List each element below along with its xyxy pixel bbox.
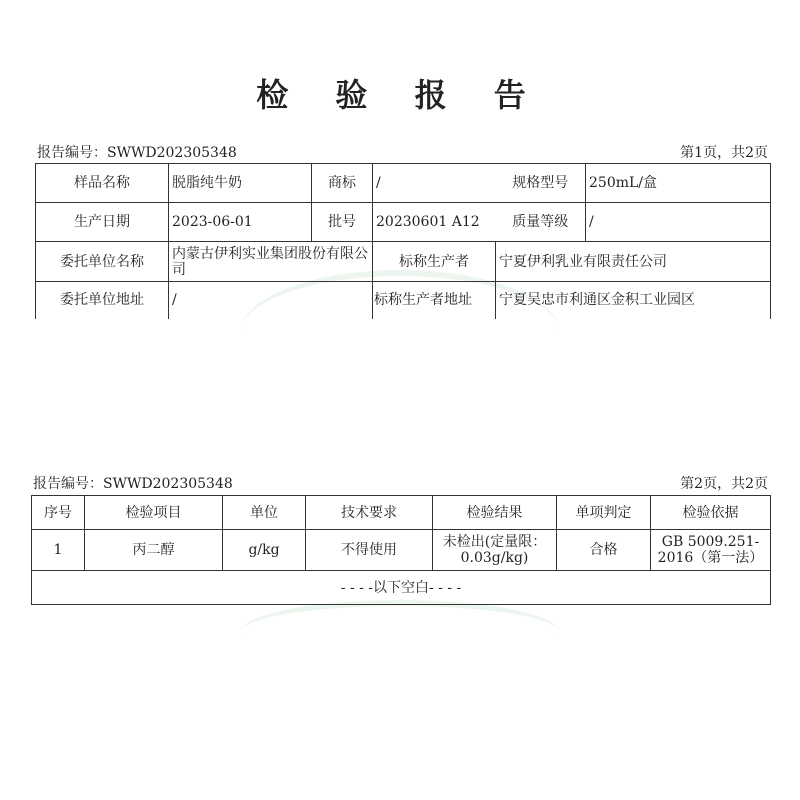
label: 生产日期 [36,203,169,242]
manufacturer-address: 宁夏吴忠市利通区金积工业园区 [496,282,771,319]
cell: 1 [32,530,85,571]
watermark [240,600,560,666]
header-cell: 检验项目 [85,496,223,530]
label: 批号 [312,203,373,242]
header-cell: 序号 [32,496,85,530]
label: 委托单位名称 [36,242,169,282]
report-number: 报告编号：SWWD202305348 [33,476,233,492]
client-address: / [169,282,373,319]
table-row [32,530,771,571]
label: 规格型号 [496,164,586,203]
label: 商标 [312,164,373,203]
cell: GB 5009.251-2016（第一法） [651,530,771,571]
label: 标称生产者 [373,242,496,282]
label: 质量等级 [496,203,586,242]
cell: 合格 [557,530,651,571]
test-results-table [31,495,771,605]
brand: / [373,164,496,203]
cell: 未检出(定量限：0.03g/kg) [433,530,557,571]
label: 标称生产者地址 [373,282,496,319]
sample-info-table [35,163,771,319]
report-number: 报告编号：SWWD202305348 [37,145,237,161]
cell: 不得使用 [306,530,433,571]
header-cell: 检验结果 [433,496,557,530]
header-cell: 单项判定 [557,496,651,530]
cell: 丙二醇 [85,530,223,571]
quality-grade: / [586,203,771,242]
document-title: 检 验 报 告 [256,76,544,114]
header-cell: 检验依据 [651,496,771,530]
batch-number: 20230601 A12 [373,203,496,242]
client-name: 内蒙古伊利实业集团股份有限公司 [169,242,373,282]
blank-below-note: - - - -以下空白- - - - [32,571,771,605]
label: 样品名称 [36,164,169,203]
header-cell: 技术要求 [306,496,433,530]
spec: 250mL/盒 [586,164,771,203]
page-indicator: 第1页，共2页 [680,145,768,161]
page-indicator: 第2页，共2页 [680,476,768,492]
manufacturer: 宁夏伊利乳业有限责任公司 [496,242,771,282]
header-cell: 单位 [223,496,306,530]
production-date: 2023-06-01 [169,203,312,242]
label: 委托单位地址 [36,282,169,319]
cell: g/kg [223,530,306,571]
sample-name: 脱脂纯牛奶 [169,164,312,203]
